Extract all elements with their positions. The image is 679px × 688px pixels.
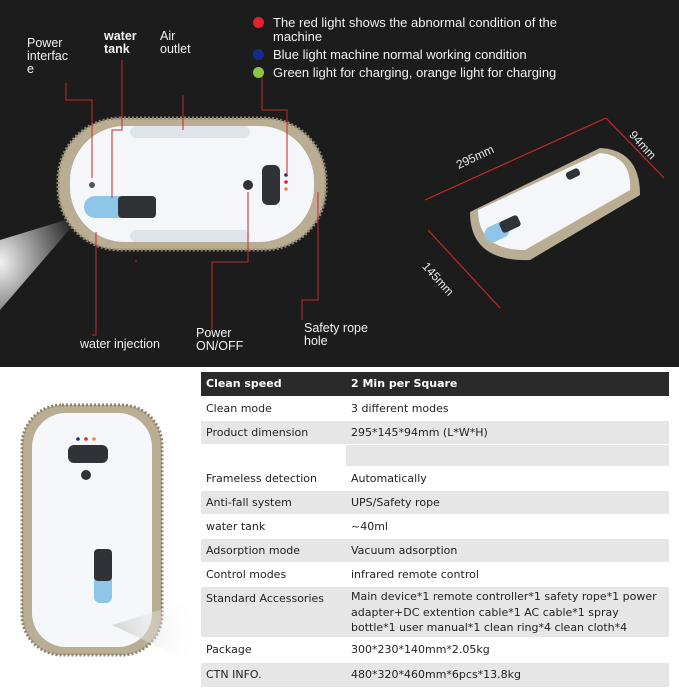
table-row	[201, 445, 669, 467]
label-power-onoff: Power ON/OFF	[196, 326, 244, 353]
table-row: Anti-fall system UPS/Safety rope	[201, 491, 669, 515]
label-water-tank: water tank	[104, 29, 137, 56]
table-row: Clean speed 2 Min per Square	[201, 372, 669, 397]
robot-front-view	[0, 367, 201, 679]
label-air-outlet: Air outlet	[160, 29, 191, 56]
legend-item-blue: Blue light machine normal working condition	[253, 48, 583, 62]
product-photo-panel	[0, 367, 201, 679]
green-light-icon	[253, 67, 264, 78]
table-row: water tank ~40ml	[201, 515, 669, 539]
spray-mist	[0, 215, 82, 310]
dimension-height: 94mm	[626, 127, 660, 163]
table-row: Adsorption mode Vacuum adsorption	[201, 539, 669, 563]
robot-top-view	[58, 118, 326, 250]
table-row: CTN INFO. 480*320*460mm*6pcs*13.8kg	[201, 663, 669, 688]
table-row: Product dimension 295*145*94mm (L*W*H)	[201, 421, 669, 445]
legend-item-red: The red light shows the abnormal condition of the machine	[253, 16, 583, 44]
table-row: Control modes infrared remote control	[201, 563, 669, 587]
indicator-legend	[253, 16, 583, 80]
label-water-injection: water injection	[80, 337, 160, 351]
table-row: Frameless detection Automatically	[201, 467, 669, 491]
table-row: Package 300*230*140mm*2.05kg	[201, 638, 669, 663]
spec-table	[201, 372, 669, 688]
robot-iso-view	[470, 148, 640, 260]
red-light-icon	[253, 17, 264, 28]
legend-item-green: Green light for charging, orange light for charging	[253, 66, 583, 80]
dimension-length: 295mm	[453, 142, 497, 172]
dimension-width: 145mm	[419, 259, 457, 299]
label-power-interface: Power interfac e	[27, 36, 68, 76]
blue-light-icon	[253, 49, 264, 60]
label-safety-rope: Safety rope hole	[304, 321, 368, 348]
table-row: Standard Accessories Main device*1 remote controller*1 safety rope*1 power adapter+DC extention cable*1 AC cable*1 spray bottle*1 user manual*1 clean ring*4 clean cloth*4	[201, 587, 669, 638]
table-row: Clean mode 3 different modes	[201, 397, 669, 421]
